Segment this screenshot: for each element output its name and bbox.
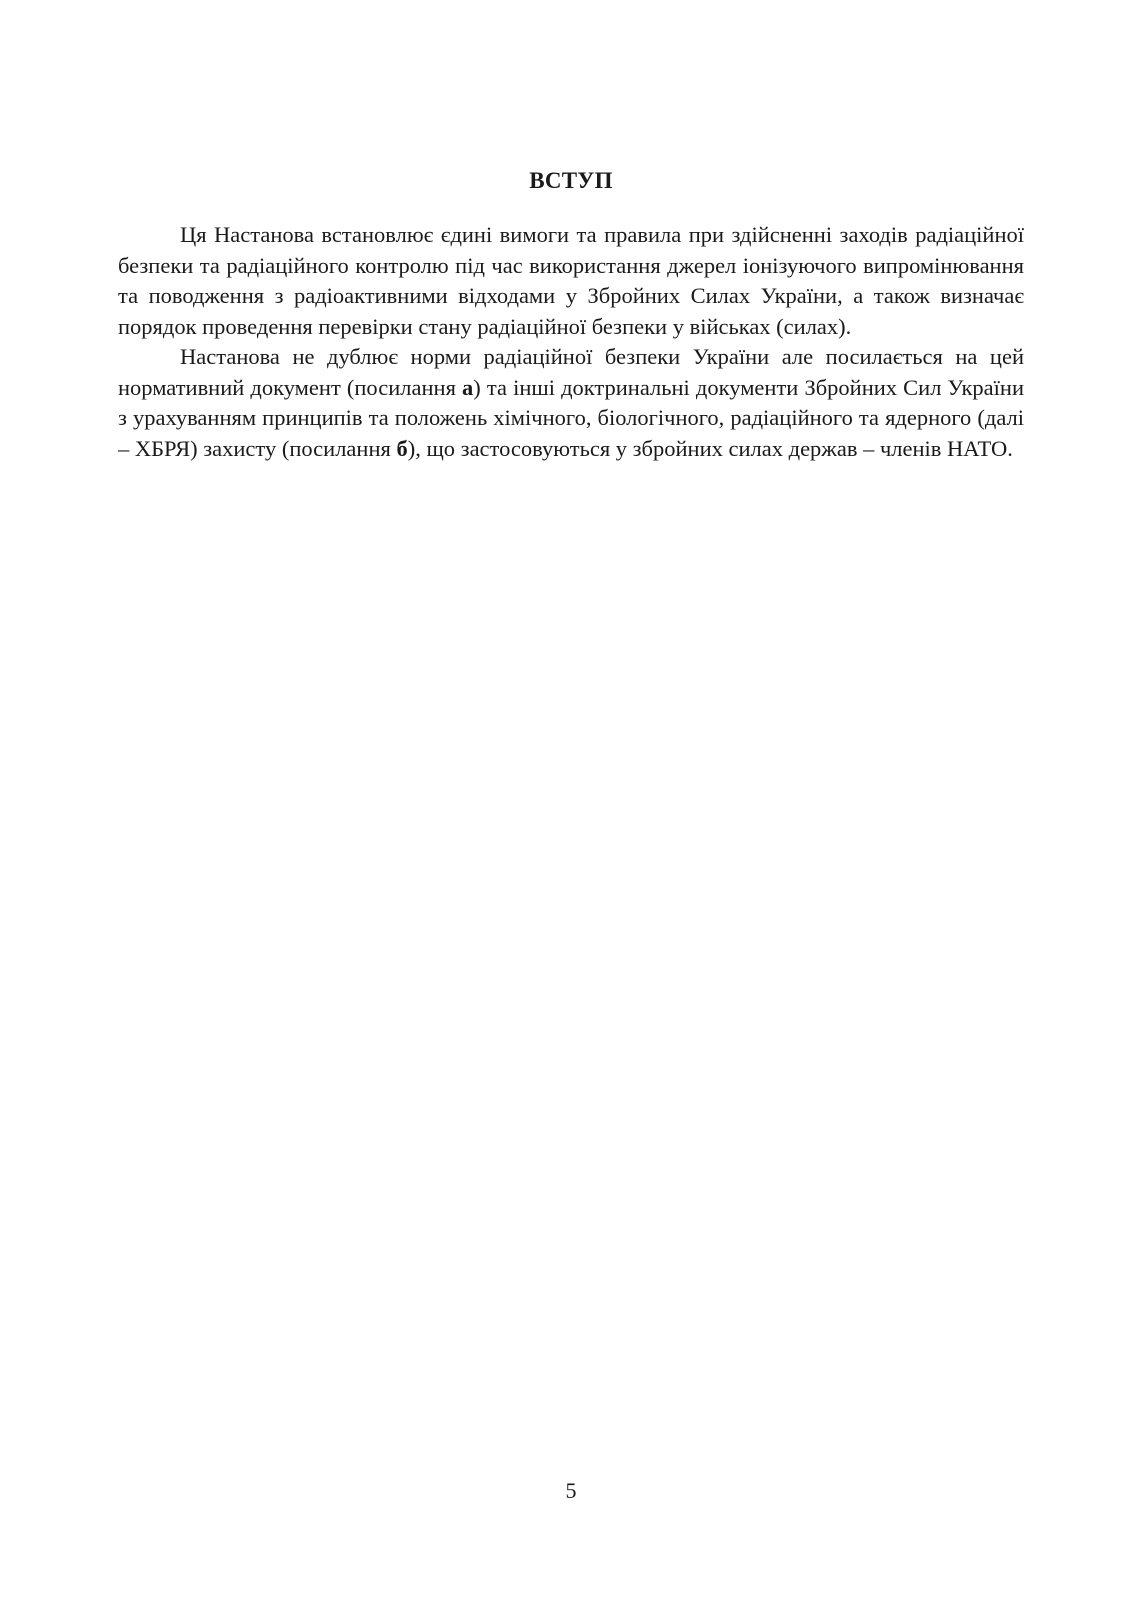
- paragraph-references: [118, 342, 1024, 464]
- reference-a: а: [462, 374, 474, 400]
- reference-b: б: [396, 435, 408, 461]
- page-number: 5: [565, 1478, 577, 1503]
- paragraph-references-text-2: ) та інші доктринальні документи Збройних Сил України з урахуванням принципів та положень хімічного, біологічного, радіаційного та ядерного (далі – ХБРЯ) захисту (посилання: [118, 374, 1024, 461]
- body-text: [118, 220, 1024, 464]
- paragraph-references-text-1: Настанова не дублює норми радіаційної безпеки України але посилається на цей нормативний документ (посилання: [118, 344, 1024, 400]
- paragraph-references-text-3: ), що застосовуються у збройних силах держав – членів НАТО.: [407, 435, 1013, 461]
- paragraph-intro: Ця Настанова встановлює єдині вимоги та правила при здійсненні заходів радіаційної безпеки та радіаційного контролю під час використання джерел іонізуючого випромінювання та поводження з радіоактивними відходами у Збройних Силах України, а також визначає порядок проведення перевірки стану радіаційної безпеки у військах (силах).: [118, 222, 1024, 339]
- section-title: ВСТУП: [529, 168, 613, 193]
